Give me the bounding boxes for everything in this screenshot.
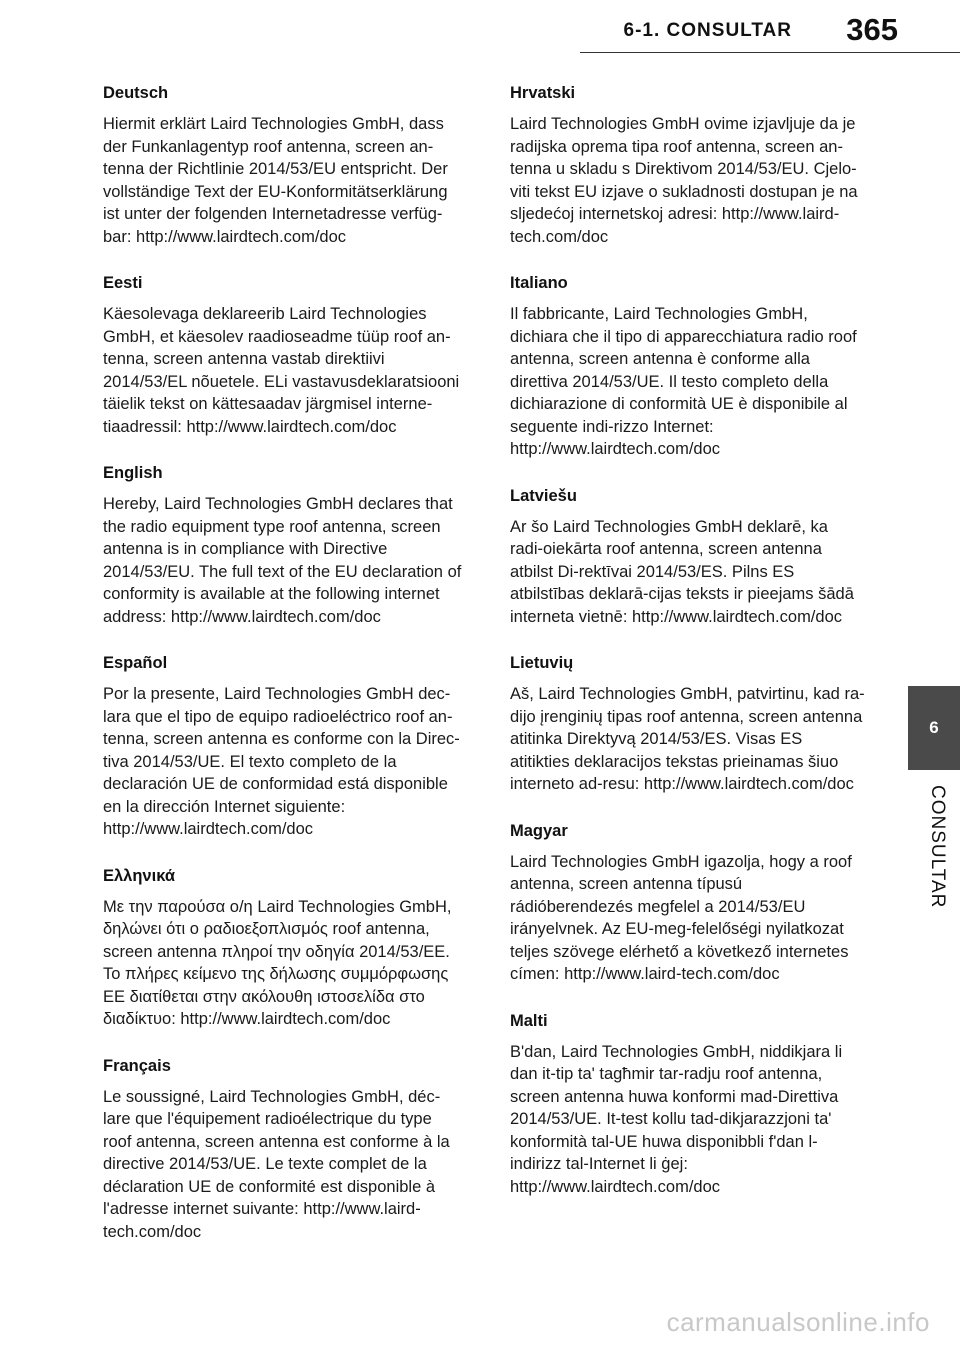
section-hrvatski — [510, 80, 865, 248]
section-heading: Malti — [510, 1011, 548, 1030]
section-heading: Lietuvių — [510, 654, 574, 672]
section-heading: Deutsch — [103, 84, 169, 102]
section-english — [103, 460, 463, 628]
page-number: 365 — [846, 12, 898, 47]
section-body: Laird Technologies GmbH ovime izjavljuje da je radijska oprema tipa roof antenna, screen an-tenna u skladu s Direktivom 2014/53/EU. Cjelo-viti tekst EU izjave o sukladnosti dostupan je na sljedećoj internetskoj adresi: http://www.laird-tech.com/doc — [510, 115, 858, 246]
section-latviesu — [510, 483, 865, 629]
section-heading: Magyar — [510, 821, 568, 840]
section-body: Με την παρούσα ο/η Laird Technologies GmbH, δηλώνει ότι ο ραδιοεξοπλισμός roof antenna, screen antenna πληροί την οδηγία 2014/53/ΕΕ. Το πλήρες κείμενο της δήλωσης συμμόρφωσης ΕΕ διατίθεται στην ακόλουθη ιστοσελίδα στο διαδίκτυο: http://www.lairdtech.com/doc — [103, 897, 452, 1028]
section-body: Laird Technologies GmbH igazolja, hogy a roof antenna, screen antenna típusú rádióberendezés megfelel a 2014/53/EU irányelvnek. Az EU-meg-felelőségi nyilatkozat teljes szövege elérhető a következő internetes címen: http://www.laird-tech.com/doc — [510, 852, 852, 983]
section-body: Hiermit erklärt Laird Technologies GmbH, dass der Funkanlagentyp roof antenna, screen an-tenna der Richtlinie 2014/53/EU entspricht. Der vollständige Text der EU-Konformitätserklärung ist unter der folgenden Internetadresse verfüg-bar: http://www.lairdtech.com/doc — [103, 115, 448, 246]
section-heading: Español — [103, 654, 168, 672]
section-body: Por la presente, Laird Technologies GmbH dec-lara que el tipo de equipo radioeléctrico roof an-tenna, screen antenna es conforme con la Direc-tiva 2014/53/UE. El texto completo de la declaración UE de conformidad está disponible en la dirección Internet siguiente: http://www.lairdtech.com/doc — [103, 685, 460, 838]
section-deutsch — [103, 80, 463, 248]
section-francais — [103, 1053, 463, 1244]
section-heading: Italiano — [510, 274, 568, 292]
section-heading: Hrvatski — [510, 84, 576, 102]
section-body: B'dan, Laird Technologies GmbH, niddikjara li dan it-tip ta' tagħmir tar-radju roof antenna, screen antenna huwa konformi mad-Direttiva 2014/53/UE. It-test kollu tad-dikjarazzjoni ta' konformità tal-UE huwa disponibbli f'dan l-indirizz tal-Internet li ġej: http://www.lairdtech.com/doc — [510, 1042, 843, 1196]
chapter-tab-label: CONSULTAR — [927, 785, 948, 909]
section-italiano — [510, 270, 865, 461]
chapter-title: 6-1. CONSULTAR — [623, 20, 792, 41]
section-heading: Ελληνικά — [103, 866, 175, 885]
section-heading: Français — [103, 1056, 171, 1075]
header-divider — [580, 52, 960, 53]
section-heading: Eesti — [103, 274, 143, 292]
section-heading: Latviešu — [510, 486, 577, 505]
left-column — [103, 80, 463, 1265]
section-heading: English — [103, 464, 163, 482]
section-lietuviu — [510, 650, 865, 796]
page-header — [0, 0, 960, 70]
chapter-tab-number: 6 — [908, 686, 960, 770]
section-body: Il fabbricante, Laird Technologies GmbH, dichiara che il tipo di apparecchiatura radio roof antenna, screen antenna è conforme alla direttiva 2014/53/UE. Il testo completo della dichiarazione di conformità UE è disponibile al seguente indi-rizzo Internet: http://www.lairdtech.com/doc — [510, 305, 857, 458]
section-magyar — [510, 818, 865, 986]
section-body: Aš, Laird Technologies GmbH, patvirtinu, kad ra-dijo įrenginių tipas roof antenna, screen antenna atitinka Direktyvą 2014/53/ES. Visas ES atitikties deklaracijos tekstas prieinamas šiuo interneto ad-resu: http://www.lairdtech.com/doc — [510, 685, 865, 793]
watermark: carmanualsonline.info — [666, 1307, 930, 1337]
section-eesti — [103, 270, 463, 438]
section-body: Hereby, Laird Technologies GmbH declares that the radio equipment type roof antenna, screen antenna is in compliance with Directive 2014/53/EU. The full text of the EU declaration of conformity is available at the following internet address: http://www.lairdtech.com/doc — [103, 495, 462, 626]
section-body: Käesolevaga deklareerib Laird Technologies GmbH, et käesolev raadioseadme tüüp roof an-tenna, screen antenna vastab direktiivi 2014/53/EL nõuetele. ELi vastavusdeklaratsiooni täielik tekst on kättesaadav järgmisel interne-tiaadressil: http://www.lairdtech.com/doc — [103, 305, 460, 436]
section-espanol — [103, 650, 463, 841]
section-ellinika — [103, 863, 463, 1031]
right-column — [510, 80, 865, 1220]
section-malti — [510, 1008, 865, 1199]
section-body: Ar šo Laird Technologies GmbH deklarē, ka radi-oiekārta roof antenna, screen antenna atbilst Di-rektīvai 2014/53/ES. Pilns ES atbilstības deklarā-cijas teksts ir pieejams šādā interneta vietnē: http://www.lairdtech.com/doc — [510, 517, 854, 626]
section-body: Le soussigné, Laird Technologies GmbH, déc-lare que l'équipement radioélectrique du type roof antenna, screen antenna est conforme à la directive 2014/53/UE. Le texte complet de la déclaration UE de conformité est disponible à l'adresse internet suivante: http://www.laird-tech.com/doc — [103, 1087, 450, 1241]
